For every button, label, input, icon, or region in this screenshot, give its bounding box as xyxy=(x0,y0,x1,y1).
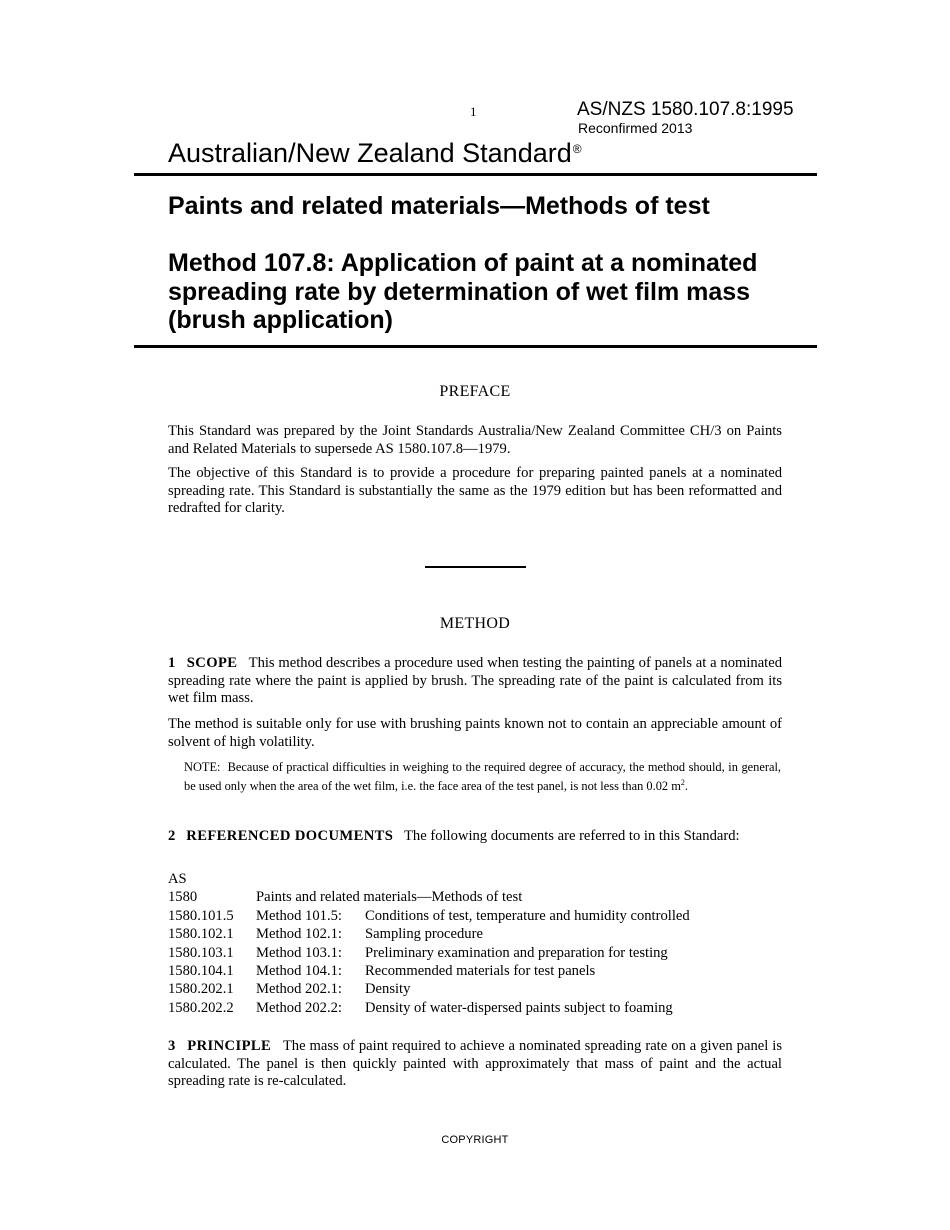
reference-title: Recommended materials for test panels xyxy=(365,963,596,980)
reference-title: Paints and related materials—Methods of test xyxy=(256,889,523,906)
reference-title: Density of water-dispersed paints subject to foaming xyxy=(365,999,673,1016)
standard-type-text: Australian/New Zealand Standard xyxy=(168,138,572,168)
clause-number: 3 xyxy=(168,1038,176,1054)
reference-prefix-text: AS xyxy=(168,871,187,887)
title-bottom-rule xyxy=(134,345,817,348)
referenced-documents-list xyxy=(168,870,690,1017)
reference-title: Preliminary examination and preparation for testing xyxy=(365,944,668,961)
standard-number: AS/NZS 1580.107.8:1995 xyxy=(577,99,794,120)
reference-method: Method 102.1: xyxy=(256,926,342,943)
reference-code: 1580.202.1 xyxy=(168,981,234,998)
reference-title: Conditions of test, temperature and humidity controlled xyxy=(365,907,690,924)
registered-mark: ® xyxy=(572,142,582,156)
scope-paragraph-2: The method is suitable only for use with brushing paints known not to contain an appreciable amount of solvent of high volatility. xyxy=(168,716,782,750)
reference-prefix xyxy=(168,870,690,888)
reference-code: 1580.101.5 xyxy=(168,907,234,924)
note-end: . xyxy=(684,779,688,794)
top-rule xyxy=(134,173,817,176)
scope-note xyxy=(184,759,781,794)
reference-title: Sampling procedure xyxy=(365,926,483,943)
reference-method: Method 103.1: xyxy=(256,944,342,961)
reference-item xyxy=(168,907,690,925)
reference-method: Method 202.1: xyxy=(256,981,342,998)
standard-type xyxy=(168,138,582,169)
reference-code: 1580 xyxy=(168,889,198,906)
copyright-footer: COPYRIGHT xyxy=(441,1134,509,1146)
reference-item xyxy=(168,999,690,1017)
clause-title: SCOPE xyxy=(186,655,238,671)
preface-heading: PREFACE xyxy=(439,383,511,400)
reference-method: Method 101.5: xyxy=(256,907,342,924)
clause-title: PRINCIPLE xyxy=(187,1038,272,1054)
clause-title: REFERENCED DOCUMENTS xyxy=(186,828,394,844)
reference-item xyxy=(168,888,690,906)
section-separator xyxy=(425,566,526,568)
reconfirmed-note: Reconfirmed 2013 xyxy=(578,120,693,136)
clause-text: The following documents are referred to in this Standard: xyxy=(404,828,740,844)
scope-clause xyxy=(168,655,782,708)
reference-code: 1580.103.1 xyxy=(168,944,234,961)
reference-code: 1580.104.1 xyxy=(168,963,234,980)
reference-method: Method 104.1: xyxy=(256,963,342,980)
note-label: NOTE: xyxy=(184,760,221,774)
reference-item xyxy=(168,962,690,980)
reference-item xyxy=(168,980,690,998)
clause-number: 1 xyxy=(168,655,176,671)
reference-code: 1580.202.2 xyxy=(168,999,234,1016)
note-superscript: 2 xyxy=(680,778,685,787)
method-heading: METHOD xyxy=(439,615,511,632)
reference-code: 1580.102.1 xyxy=(168,926,234,943)
reference-method: Method 202.2: xyxy=(256,999,342,1016)
note-text: Because of practical difficulties in weighing to the required degree of accuracy, the method should, in general, be used only when the area of the wet film, i.e. the face area of the test panel, is not less than 0.02 m xyxy=(184,760,782,794)
principle-clause xyxy=(168,1038,782,1091)
method-title: Method 107.8: Application of paint at a nominated spreading rate by determination of wet film mass (brush application) xyxy=(168,249,758,334)
clause-text: This method describes a procedure used when testing the painting of panels at a nominated spreading rate where the paint is applied by brush. The spreading rate of the paint is calculated from its wet film mass. xyxy=(168,655,783,706)
preface-paragraph-2: The objective of this Standard is to provide a procedure for preparing painted panels at a nominated spreading rate. This Standard is substantially the same as the 1979 edition but has been reformatted and redrafted for clarity. xyxy=(168,465,782,516)
clause-number: 2 xyxy=(168,828,176,844)
series-title: Paints and related materials—Methods of test xyxy=(168,192,710,220)
reference-item xyxy=(168,925,690,943)
clause-text: The mass of paint required to achieve a nominated spreading rate on a given panel is calculated. The panel is then quickly painted with approximately that mass of paint and the actual spreading rate is re-calculated. xyxy=(168,1038,782,1089)
preface-paragraph-1: This Standard was prepared by the Joint Standards Australia/New Zealand Committee CH/3 on Paints and Related Materials to supersede AS 1580.107.8—1979. xyxy=(168,423,782,457)
reference-item xyxy=(168,944,690,962)
referenced-documents-clause xyxy=(168,828,782,846)
reference-title: Density xyxy=(365,981,411,998)
page-number: 1 xyxy=(470,104,477,119)
